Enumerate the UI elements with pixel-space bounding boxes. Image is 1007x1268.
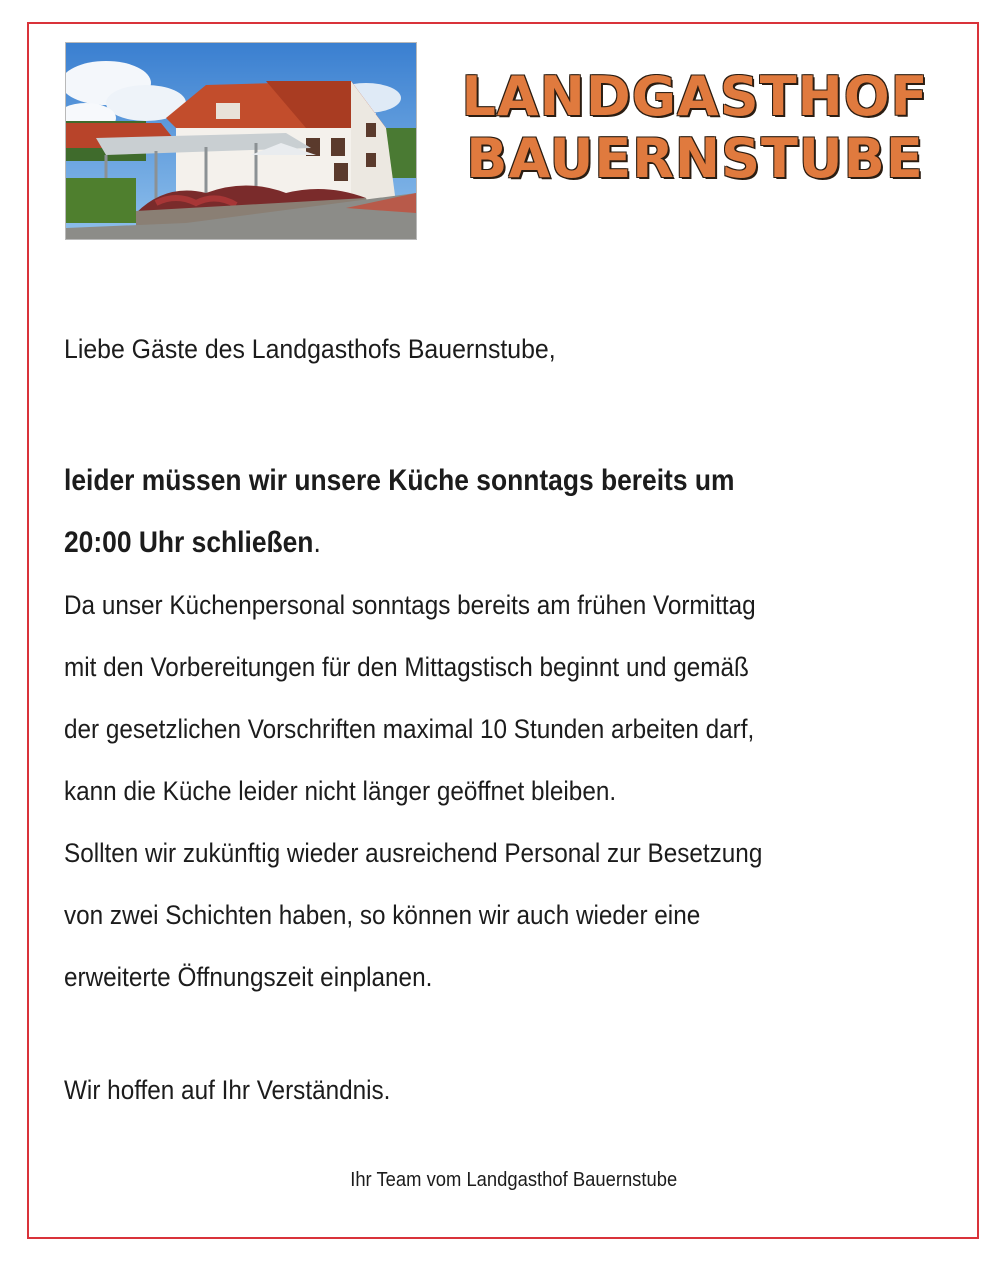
signature [0, 1169, 1007, 1192]
paragraph-line: von zwei Schichten haben, so können wir auch wieder eine [64, 900, 701, 930]
paragraph-line: erweiterte Öffnungszeit einplanen. [64, 962, 433, 992]
paragraph-line: Da unser Küchenpersonal sonntags bereits am frühen Vormittag [64, 590, 756, 620]
notice-time: 20:00 Uhr schließen [64, 526, 314, 559]
paragraph-line: kann die Küche leider nicht länger geöffnet bleiben. [64, 776, 617, 806]
paragraph-line: Sollten wir zukünftig wieder ausreichend Personal zur Besetzung [64, 838, 763, 868]
paragraph-line: der gesetzlichen Vorschriften maximal 10 Stunden arbeiten darf, [64, 714, 755, 744]
notice-line-1: leider müssen wir unsere Küche sonntags bereits um [64, 464, 735, 497]
notice-line-2 [64, 512, 734, 574]
explanation-paragraph [64, 574, 762, 1008]
closing-notice [64, 450, 734, 574]
inn-building-photo [66, 43, 416, 239]
title-line-1: LANDGASTHOF [461, 65, 929, 128]
page-title [430, 66, 960, 190]
closing-sentence: Wir hoffen auf Ihr Verständnis. [64, 1075, 391, 1105]
paragraph-line: mit den Vorbereitungen für den Mittagstisch beginnt und gemäß [64, 652, 749, 682]
greeting: Liebe Gäste des Landgasthofs Bauernstube, [64, 334, 556, 364]
notice-period: . [313, 526, 321, 559]
signature-text: Ihr Team vom Landgasthof Bauernstube [349, 1169, 677, 1191]
title-line-2: BAUERNSTUBE [466, 127, 924, 190]
